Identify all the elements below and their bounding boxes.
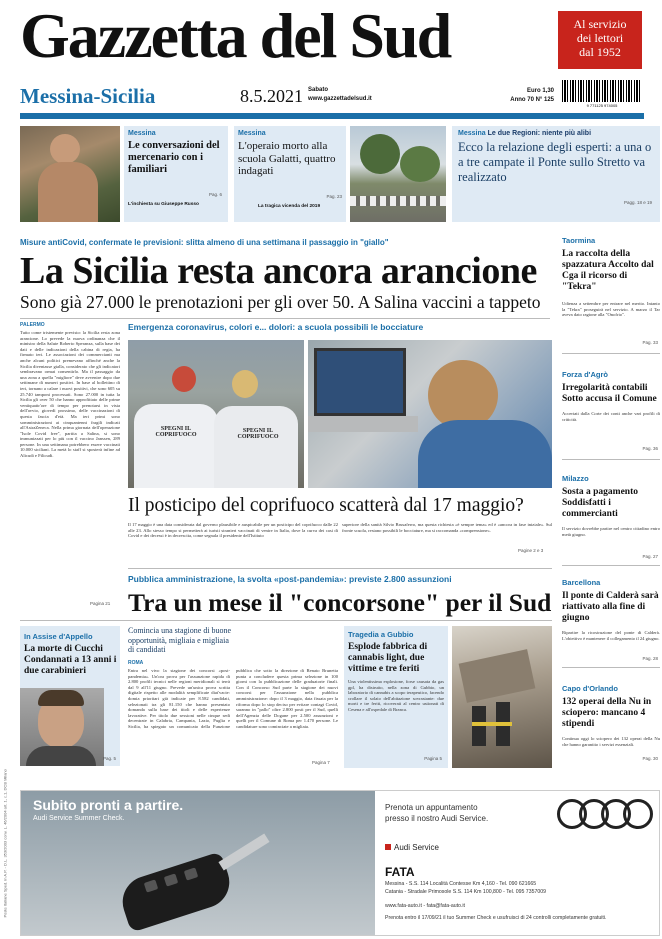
top-story-2-headline: L'operaio morto alla scuola Galatti, quattro indagati: [238, 140, 336, 177]
sidebar-body-taormina: Udienza a settembre per entrare nel merito. Intanto la "Tekra" proseguirà nel servizio. A marzo il Tar aveva dato ragione alla "Onofrio".: [562, 301, 660, 318]
top-story-2-footer: La tragica vicenda del 2019: [258, 204, 321, 209]
sidebar-item-forza-dagro[interactable]: [562, 370, 660, 460]
badge-line-1: Al servizio: [573, 17, 627, 31]
ad-subline: Audi Service Summer Check.: [33, 815, 125, 822]
issue-weekday: Sabato: [308, 87, 329, 93]
sidebar-headline-capo-dorlando: 132 operai della Nu in sciopero: mancano 4 stipendi: [562, 697, 652, 729]
masthead-title: Gazzetta del Sud: [20, 0, 451, 71]
assise-kicker: In Assise d'Appello: [24, 632, 93, 641]
shirt-slogan-2: SPEGNI IL COPRIFUOCO: [237, 428, 279, 440]
year-number: Anno 70 N° 125: [510, 97, 554, 103]
concorsone-dateline: ROMA: [128, 660, 144, 666]
lead-subhead: Sono già 27.000 le prenotazioni per gli over 50. A Salina vaccini a tappeto: [20, 292, 541, 312]
price: Euro 1,30: [526, 88, 554, 94]
school-headline[interactable]: Il posticipo del coprifuoco scatterà dal 17 maggio?: [128, 495, 524, 516]
assise-headline: La morte di Cucchi Condannati a 13 anni i due carabinieri: [24, 644, 117, 676]
badge-line-2: dei lettori: [576, 31, 624, 45]
website: www.gazzettadelsud.it: [308, 96, 372, 102]
concorsone-body: Entra nel vivo la stagione dei concorsi «post-pandemia». Un'ora prova per l'assunzione rapida di 2.800 profili tecnici nelle regioni meridionali si terrà dal 9 all'11 giugno. Prevede un'unica prova scritta digitale rispetto alle modalità semplificate diat'vacie: domia prioritari già indicate per 8.582 candidati, selezionati tra gli 81.150 che hanno presentato domanda sulla base dei titoli e delle esperienze lavorative. Per titolo due sessioni nelle cinque sedi decentrate in Calabria, Campania, Lazio, Puglia e Sicilia, ha spiegato un comunicato della Funzione pubblica che sotto la direzione di Renato Brunetta punta a concludere questa prima selezione in 100 giorni con la pubblicazione delle graduatorie finali. Con il Concorso Sud parte la stagione dei nuovi concorsi per l'assunzione nella pubblica amministrazione: dopo il 3 maggio, data fissata per la riforma dopo lo stop deciso per evitare contagi Covid, saranno in "pallo" oltre 2.800 posti per il Sud, quelli dell'Agenzia delle Dogane per 2.500 assunzioni e quelli per il Comune di Roma per 1.470 persone. Le candidature sono cominciate a migliaia.: [128, 668, 338, 729]
sidebar-body-barcellona: Ripartire la ricostruzione del ponte di Calderà. L'obiettivo è mantenere il collegamento il 24 giugno.: [562, 630, 660, 641]
ad-prompt-line-1: Prenota un appuntamento: [385, 803, 478, 812]
gubbio-page: Pagina 5: [424, 756, 442, 761]
audi-ad[interactable]: [20, 790, 660, 936]
lead-dateline: PALERMO: [20, 322, 45, 328]
ad-prompt-line-2: presso il nostro Audi Service.: [385, 814, 489, 823]
lead-kicker: Misure antiCovid, confermate le previsioni: slitta almeno di una settimana il passaggio in "giallo": [20, 238, 389, 247]
top-story-2-page: Pag. 23: [326, 194, 342, 199]
audi-rings-logo: [557, 799, 653, 829]
sidebar-kicker-taormina: Taormina: [562, 236, 596, 245]
explosion-photo: [452, 626, 552, 768]
edition-name: Messina-Sicilia: [20, 84, 156, 108]
sidebar-item-milazzo[interactable]: [562, 474, 660, 566]
sidebar-item-taormina[interactable]: [562, 236, 660, 354]
sidebar-kicker-capo-dorlando: Capo d'Orlando: [562, 684, 618, 693]
sidebar-headline-barcellona: Il ponte di Calderà sarà riattivato alla fine di giugno: [562, 591, 659, 623]
school-street-photo: [350, 126, 446, 222]
ad-headline: Subito pronti a partire.: [33, 797, 184, 813]
badge-line-3: dal 1952: [579, 45, 621, 59]
sidebar-kicker-barcellona: Barcellona: [562, 578, 601, 587]
sidebar-item-capo-dorlando[interactable]: [562, 684, 660, 768]
ad-brand: [385, 843, 439, 852]
sidebar-kicker-milazzo: Milazzo: [562, 474, 589, 483]
sidebar-page-milazzo: Pag. 27: [642, 554, 658, 559]
sidebar-headline-milazzo: Sosta a pagamento Soddisfatti i commercianti: [562, 487, 639, 519]
top-story-1-kicker: Messina: [128, 130, 156, 137]
gubbio-body: Una violentissima esplosione, forse causata da gas gpl, ha distrutto, nella zona di Gubbio, un laboratorio di cannabis a scopo terapeutico, facendo crollare il solaio dell'abitazione sovrastante: due morti e tre feriti, ricoverati al centro ustionati di Cesena e all'ospedale di Branca.: [348, 679, 444, 712]
sidebar-body-forza-dagro: Accertati dalla Corte dei conti anche vari profili di criticità.: [562, 411, 660, 422]
concorsone-intro: Comincia una stagione di buone opportunità, migliaia e migliaia di candidati: [128, 626, 232, 654]
sidebar-headline-taormina: La raccolta della spazzatura Accolto dal Cga il ricorso di "Tekra": [562, 249, 654, 292]
top-story-2-kicker: Messina: [238, 130, 266, 137]
sidebar-body-milazzo: Il servizio dovrebbe partire nel centro cittadino entro metà giugno.: [562, 526, 660, 537]
sidebar-page-capo-dorlando: Pag. 30: [642, 756, 658, 761]
school-body-1: Il 17 maggio è una data considerata dal governo plausibile e auspicabile per un posticipo del coprifuoco dalle 22 alle 23. Allo stesso tempo si permetterà ai turisti stranieri vaccinati di venire in Italia, dove la curva dei casi di Covid e dei decessi è in decrescita, come segnala il presidente dell'Istituto: [128, 522, 338, 539]
sidebar-item-barcellona[interactable]: [562, 578, 660, 668]
barcode-number: 9 771125 974005: [586, 103, 618, 108]
school-body-2: superiore della sanità Silvio Brusaferro, ma questa richiesta «è sempre tema» ed è «ancora in fase iniziale». Sul fronte scuola, restano possibili le bocciature, ma si raccomanda «comprensione».: [342, 522, 552, 533]
assise-page: Pag. 5: [102, 756, 116, 761]
ad-line-2: Catania - Stradale Primosole S.S. 114 Km 100,800 - Tel. 095 7357009: [385, 889, 547, 895]
ad-brand-label: Audi Service: [394, 843, 439, 852]
cucchi-photo: [20, 688, 104, 766]
sidebar-page-forza-dagro: Pag. 36: [642, 446, 658, 451]
ad-line-1: Messina - S.S. 114 Località Contesse Km 4,160 - Tel. 090 621665: [385, 881, 537, 887]
barcode: [562, 80, 642, 102]
concorsone-kicker: Pubblica amministrazione, la svolta «post-pandemia»: previste 2.800 assunzioni: [128, 574, 452, 584]
sidebar-page-taormina: Pag. 33: [642, 340, 658, 345]
sidebar: [562, 236, 662, 768]
car-key-icon: [121, 837, 271, 921]
top-story-3[interactable]: [452, 126, 660, 222]
lead-headline[interactable]: La Sicilia resta ancora arancione: [20, 250, 537, 292]
masthead-badge: [558, 11, 642, 69]
gubbio-kicker: Tragedia a Gubbio: [348, 630, 414, 639]
lead-page: Pagina 21: [90, 601, 111, 606]
concorsone-page: Pagina 7: [312, 760, 330, 765]
gubbio-headline: Esplode fabbrica di cannabis light, due vittime e tre feriti: [348, 642, 428, 674]
sidebar-page-barcellona: Pag. 28: [642, 656, 658, 661]
sidebar-kicker-forza-dagro: Forza d'Agrò: [562, 370, 608, 379]
top-story-1-footer: L'inchiesta su Giuseppe Russo: [128, 202, 199, 207]
mercenary-photo: [20, 126, 120, 222]
top-story-2[interactable]: [234, 126, 346, 222]
vertical-postal-print: Poste Italiane Sped. in A.P. - D.L. 353/2003 conv. L. 46/2004 art. 1, c.1, DCB Milano: [2, 769, 8, 918]
lead-body: Tutto come tristemente previsto: la Sicilia resta zona arancione. Lo prevede la nuova ordinanza che il ministro della Salute Roberto Speranza, sulla base dei dati e delle indicazioni della cabina di regia, ha firmato ieri. Le associazioni dei commercianti ma anche alcuni politici premevano affinché anche la Sicilia diventasse gialla, considerato che gli indicatori sembravano ormai consentirlo. Ma il passaggio da una zona a quella "migliore" deve avvenire dopo due settimane di numeri positivi. In base al bollettino di ieri, tornano a calare i nuovi positivi, che sono 605 su 25.740 tamponi processati. Sono 27.000 in tutta la Sicilia gli over 50 che hanno approfittato delle prime ventiquattr'ore di tempo per prenotarsi in vista dell'avvio, giovedì prossimo, delle vaccinazioni di questa fascia d'età. Ma ieri primi sono somministrazioni ai cinquantenni fragili indicati all'AstraZeneca. Nella prima giornata dell'operazione "Isole Covid free", partita a Salina, si sono immunizzati per lo più con il vaccino Janssen, 289 persone. In una settimana potrebbero essere vaccinati 10.000 siciliani. La metà lo staff si sposterà infine ad Alicudi e Filicudi.: [20, 330, 120, 459]
issue-date: 8.5.2021: [240, 86, 303, 106]
sidebar-headline-forza-dagro: Irregolarità contabili Sotto accusa il Comune: [562, 383, 657, 404]
top-story-3-page: Pagg. 18 e 19: [623, 200, 652, 205]
concorsone-headline[interactable]: Tra un mese il "concorsone" per il Sud: [128, 588, 552, 617]
ad-dealer: FATA: [385, 865, 415, 879]
top-story-3-headline: Ecco la relazione degli esperti: a una o a tre campate il Ponte sullo Stretto va realizzato: [458, 140, 652, 184]
top-story-1[interactable]: [124, 126, 228, 222]
sidebar-body-capo-dorlando: Continua oggi lo sciopero dei 132 operai della Nu che hanno garantito i servizi essenziali.: [562, 736, 660, 747]
distance-learning-photo: [308, 340, 552, 488]
assise-box[interactable]: [20, 626, 120, 766]
shirt-slogan-1: SPEGNI IL COPRIFUOCO: [155, 426, 197, 438]
gubbio-box[interactable]: [344, 626, 448, 768]
top-story-3-kicker: Messina: [458, 130, 486, 137]
school-page: Pagine 2 e 3: [518, 548, 544, 553]
top-story-3-kicker-2: Le due Regioni: niente più alibi: [487, 130, 592, 137]
top-story-1-page: Pag. 6: [208, 192, 222, 197]
school-kicker: Emergenza coronavirus, colori e... dolori: a scuola possibili le bocciature: [128, 322, 424, 332]
ad-line-4: Prenota entro il 17/09/21 il tuo Summer Check e usufruisci di 24 controlli completamente gratuiti.: [385, 915, 607, 921]
masthead-rule: [20, 113, 644, 119]
protest-photo: [128, 340, 304, 488]
top-story-1-headline: Le conversazioni del mercenario con i familiari: [128, 140, 220, 175]
ad-line-3: www.fata-auto.it - fata@fata-auto.it: [385, 903, 465, 909]
